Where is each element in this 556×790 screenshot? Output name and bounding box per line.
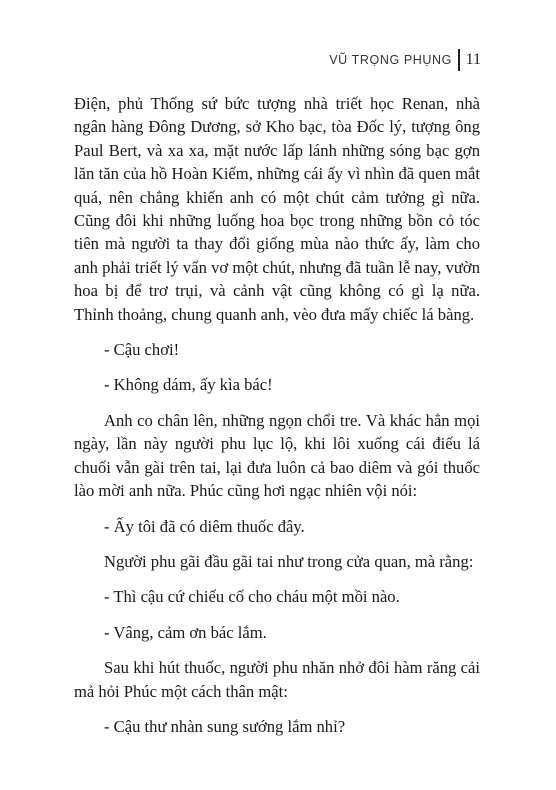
page-body — [74, 92, 480, 738]
dialog-line: - Không dám, ấy kìa bác! — [104, 375, 273, 395]
dialog-line: - Cậu thư nhàn sung sướng lắm nhỉ? — [104, 716, 346, 736]
paragraph-continued: Điện, phủ Thống sứ bức tượng nhà triết học Renan, nhà ngân hàng Đông Dương, sở Kho bạc, tòa Đốc lý, tượng ông Paul Bert, và xa xa, mặt nước lấp lánh những sóng bạc gợn lăn tăn của hồ Hoàn Kiếm, những cái ấy vì nhìn đã quen mắt quá, nên chẳng khiến anh có một chút cảm tưởng gì nữa. Cũng đôi khi những luống hoa bọc trong những bồn cỏ tóc tiên mà người ta thay đổi giống mùa nào thức ấy, làm cho anh phải triết lý vẩn vơ một chút, nhưng đã tuần lễ nay, vườn hoa bị để trơ trụi, và cảnh vật cũng không có gì lạ nữa. Thỉnh thoảng, chung quanh anh, vèo đưa mấy chiếc lá bàng. — [74, 94, 480, 324]
dialog-line: - Thì cậu cứ chiếu cố cho cháu một mồi nào. — [104, 587, 400, 607]
paragraph: Người phu gãi đầu gãi tai như trong cửa quan, mà rằng: — [104, 551, 474, 571]
paragraph: Anh co chân lên, những ngọn chổi tre. Và khác hẳn mọi ngày, lần này người phu lục lộ, khi lôi xuống cái điếu lá chuối vẫn gài trên tai, lại đưa luôn cả bao diêm và gói thuốc lào mời anh nữa. Phúc cũng hơi ngạc nhiên vội nói: — [74, 410, 480, 501]
dialog-line: - Vâng, cảm ơn bác lắm. — [104, 622, 267, 642]
running-header — [329, 49, 481, 71]
paragraph: Sau khi hút thuốc, người phu nhăn nhở đôi hàm răng cải mả hỏi Phúc một cách thân mật: — [74, 658, 480, 701]
dialog-line: - Ấy tôi đã có diêm thuốc đây. — [104, 516, 305, 536]
page-number: 11 — [465, 51, 481, 68]
dialog-line: - Cậu chơi! — [104, 340, 180, 360]
header-author: VŨ TRỌNG PHỤNG — [329, 53, 452, 67]
